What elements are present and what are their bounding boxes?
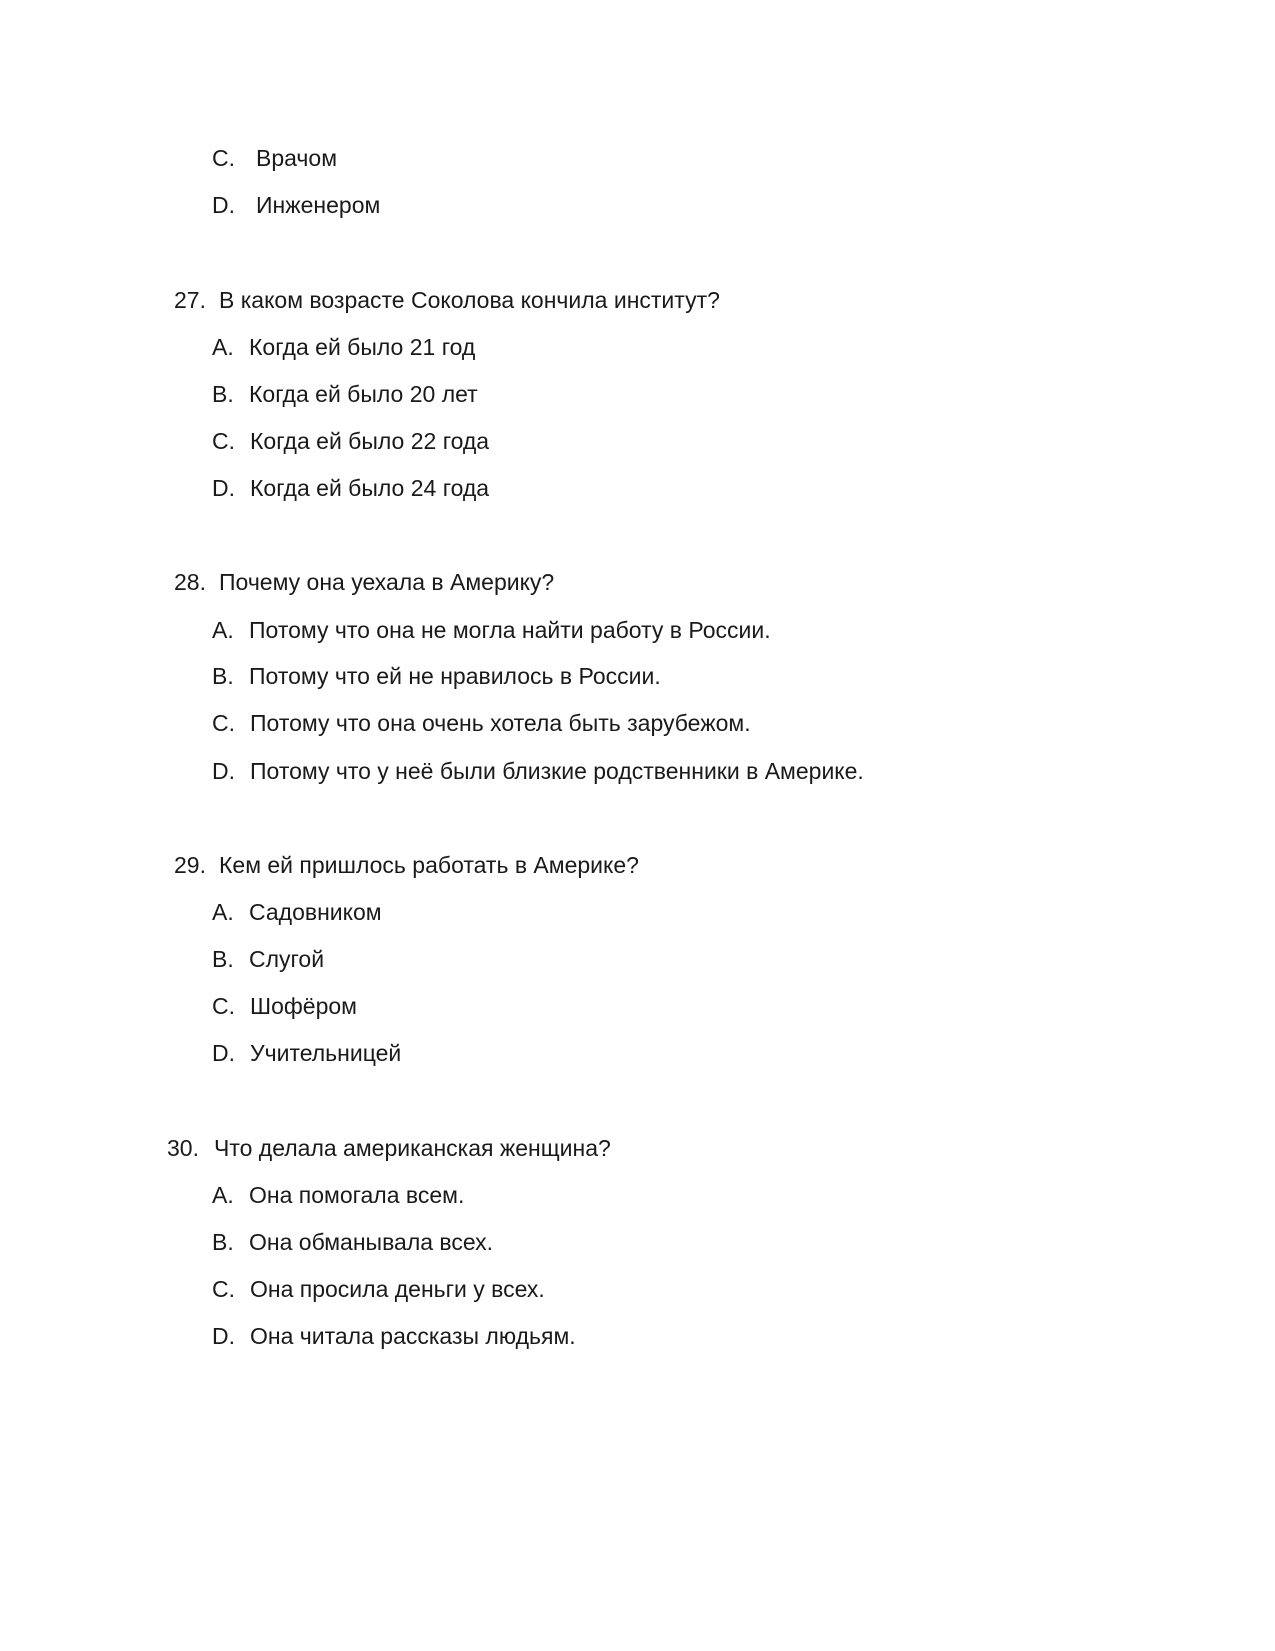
- option-letter: C.: [212, 710, 235, 736]
- option-text: Садовником: [249, 899, 382, 925]
- question-28: [174, 568, 554, 596]
- option-28-a: [212, 616, 771, 644]
- option-letter: C.: [212, 993, 235, 1019]
- option-29-c: [212, 992, 357, 1020]
- option-letter: A.: [212, 334, 234, 360]
- option-letter: D.: [212, 475, 235, 501]
- option-28-b: [212, 662, 661, 690]
- option-letter: B.: [212, 1229, 234, 1255]
- question-text: Что делала американская женщина?: [214, 1135, 611, 1161]
- option-letter: A.: [212, 617, 234, 643]
- option-28-d: [212, 757, 864, 785]
- option-text: Она читала рассказы людьям.: [250, 1323, 576, 1349]
- option-letter: A.: [212, 899, 234, 925]
- question-30: [167, 1134, 611, 1162]
- option-text: Она обманывала всех.: [249, 1229, 494, 1255]
- option-letter: C.: [212, 1276, 235, 1302]
- option-30-a: [212, 1181, 464, 1209]
- option-29-b: [212, 945, 324, 973]
- option-text: Инженером: [256, 192, 381, 218]
- option-text: Потому что ей не нравилось в России.: [249, 663, 661, 689]
- option-text: Потому что она очень хотела быть зарубежом.: [250, 710, 751, 736]
- option-text: Она помогала всем.: [249, 1182, 465, 1208]
- option-text: Когда ей было 21 год: [249, 334, 476, 360]
- option-30-d: [212, 1322, 576, 1350]
- option-letter: D.: [212, 758, 235, 784]
- question-number: 27.: [174, 287, 206, 313]
- option-letter: A.: [212, 1182, 234, 1208]
- option-text: Учительницей: [250, 1040, 402, 1066]
- option-30-b: [212, 1228, 493, 1256]
- option-letter: B.: [212, 381, 234, 407]
- option-letter: C.: [212, 428, 235, 454]
- option-30-c: [212, 1275, 545, 1303]
- option-text: Потому что она не могла найти работу в России.: [249, 617, 771, 643]
- option-29-a: [212, 898, 382, 926]
- question-29: [174, 851, 639, 879]
- question-27: [174, 286, 720, 314]
- option-letter: D.: [212, 1323, 235, 1349]
- question-text: Почему она уехала в Америку?: [219, 569, 555, 595]
- option-29-d: [212, 1039, 401, 1067]
- option-text: Когда ей было 22 года: [250, 428, 490, 454]
- option-text: Она просила деньги у всех.: [250, 1276, 545, 1302]
- question-number: 29.: [174, 852, 206, 878]
- option-27-b: [212, 380, 478, 408]
- option-letter: B.: [212, 663, 234, 689]
- question-text: Кем ей пришлось работать в Америке?: [219, 852, 639, 878]
- option-continuation-d: [212, 191, 380, 219]
- question-number: 28.: [174, 569, 206, 595]
- option-27-d: [212, 474, 489, 502]
- option-text: Шофёром: [250, 993, 357, 1019]
- option-27-a: [212, 333, 475, 361]
- option-continuation-c: [212, 144, 337, 172]
- option-letter: C.: [212, 145, 235, 171]
- question-number: 30.: [167, 1135, 199, 1161]
- question-text: В каком возрасте Соколова кончила институт?: [219, 287, 720, 313]
- option-letter: D.: [212, 192, 235, 218]
- option-28-c: [212, 709, 751, 737]
- option-text: Когда ей было 24 года: [250, 475, 490, 501]
- option-letter: B.: [212, 946, 234, 972]
- option-letter: D.: [212, 1040, 235, 1066]
- option-text: Когда ей было 20 лет: [249, 381, 478, 407]
- option-27-c: [212, 427, 489, 455]
- option-text: Врачом: [256, 145, 338, 171]
- option-text: Потому что у неё были близкие родственники в Америке.: [250, 758, 864, 784]
- option-text: Слугой: [249, 946, 325, 972]
